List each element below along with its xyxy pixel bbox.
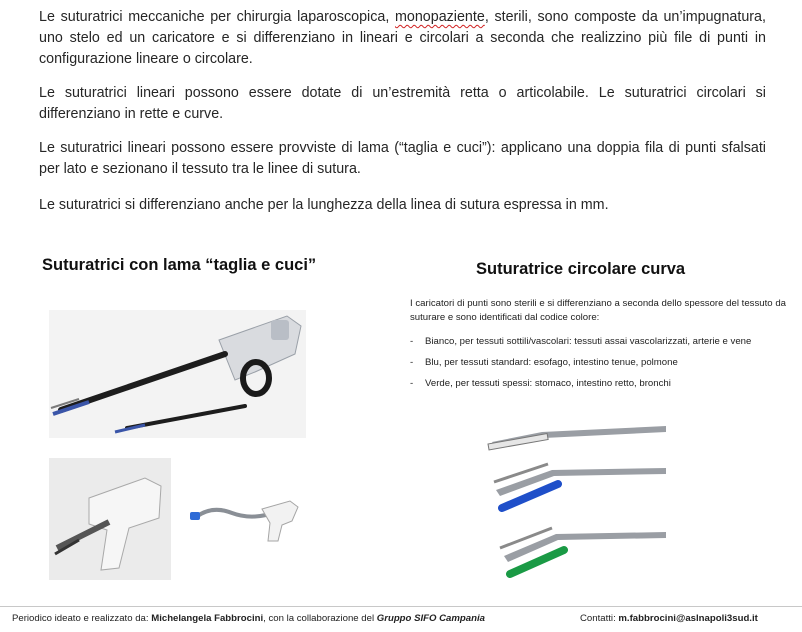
list-item: - Blu, per tessuti standard: esofago, intestino tenue, polmone bbox=[410, 356, 790, 377]
cartridges-image bbox=[482, 408, 666, 584]
right-section-title: Suturatrice circolare curva bbox=[476, 260, 686, 278]
footer-credits bbox=[12, 613, 485, 624]
linear-stapler-paragraph: Le suturatrici lineari possono essere dotate di un’estremità retta o articolabile. Le suturatrici circolari si differenziano in rette e curve. bbox=[39, 85, 766, 122]
intro-paragraph bbox=[39, 7, 766, 70]
curved-stapler-image bbox=[182, 465, 306, 545]
footer-group: Gruppo SIFO Campania bbox=[376, 613, 485, 624]
intro-text-a: Le suturatrici meccaniche per chirurgia laparoscopica, bbox=[39, 9, 395, 25]
footer-contact-email[interactable]: m.fabbrocini@aslnapoli3sud.it bbox=[618, 613, 758, 624]
intro-text-c: , sterili, sono composte da un’impugnatura, uno stelo ed un caricatore e si differenziano in lineari e circolari a seconda che realizzino più file di punti in configurazione lineare o circolare. bbox=[39, 9, 766, 67]
linear-stapler-image bbox=[49, 310, 306, 438]
cartridge-intro-text: I caricatori di punti sono sterili e si differenziano a seconda dello spessore del tessuto da suturare e sono identificati dal codice colore: bbox=[410, 298, 786, 323]
blade-stapler-paragraph: Le suturatrici lineari possono essere provviste di lama (“taglia e cuci”): applicano una doppia fila di punti sfalsati per lato e sezionano il tessuto tra le linee di sutura. bbox=[39, 140, 766, 177]
handheld-stapler-image bbox=[49, 458, 171, 580]
left-section-title: Suturatrici con lama “taglia e cuci” bbox=[42, 256, 317, 274]
list-item: - Bianco, per tessuti sottili/vascolari: tessuti assai vascolarizzati, arterie e vene bbox=[410, 335, 790, 356]
footer-divider bbox=[0, 606, 802, 607]
spellcheck-word: monopaziente bbox=[394, 9, 485, 25]
footer-middle: , con la collaborazione del bbox=[263, 613, 377, 624]
footer-contact-label: Contatti: bbox=[580, 613, 619, 624]
length-paragraph: Le suturatrici si differenziano anche per la lunghezza della linea di sutura espressa in mm. bbox=[39, 197, 609, 213]
cartridge-color-list bbox=[410, 335, 790, 398]
footer-author: Michelangela Fabbrocini bbox=[151, 613, 264, 624]
list-item: - Verde, per tessuti spessi: stomaco, intestino retto, bronchi bbox=[410, 377, 790, 398]
footer-prefix: Periodico ideato e realizzato da: bbox=[12, 613, 152, 624]
footer-contact bbox=[580, 613, 758, 624]
